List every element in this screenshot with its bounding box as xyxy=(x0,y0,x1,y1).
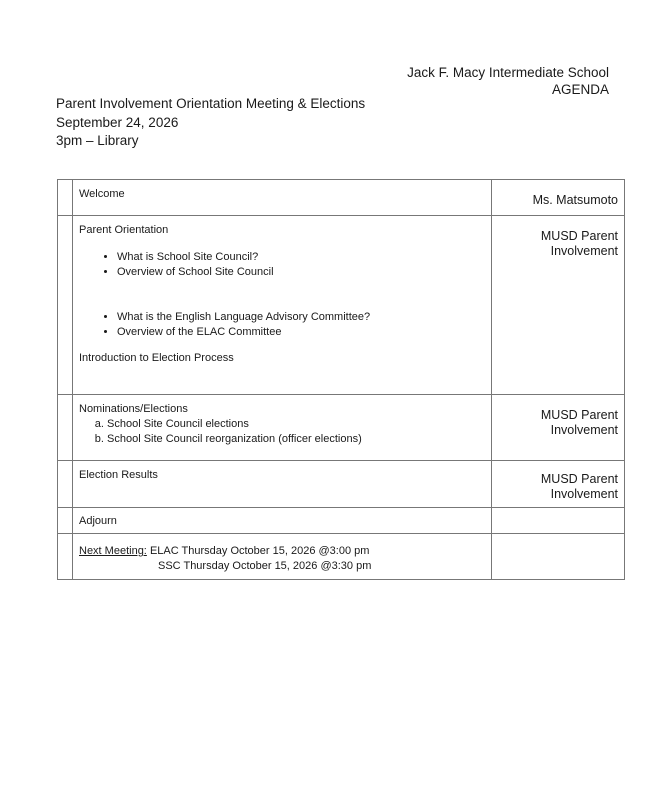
election-intro: Introduction to Election Process xyxy=(79,352,234,364)
list-item: a. School Site Council elections xyxy=(107,417,485,432)
next-meeting-ssc: SSC Thursday October 15, 2026 @3:30 pm xyxy=(158,560,372,572)
agenda-row-welcome xyxy=(58,180,625,216)
presenter-line: MUSD Parent xyxy=(540,472,618,486)
document-type: AGENDA xyxy=(551,82,609,97)
list-item: • Overview of School Site Council xyxy=(117,265,485,280)
item-label: Parent Orientation xyxy=(79,224,169,236)
margin-cell xyxy=(58,508,73,534)
margin-cell xyxy=(58,395,73,461)
ssc-bullet-list xyxy=(79,250,485,280)
item-presenter: Ms. Matsumoto xyxy=(532,193,618,207)
item-label: Welcome xyxy=(79,188,125,200)
presenter-line: MUSD Parent xyxy=(540,229,618,243)
margin-cell xyxy=(58,534,73,580)
meeting-date: September 24, 2026 xyxy=(56,114,179,130)
meeting-title: Parent Involvement Orientation Meeting & Elections xyxy=(56,96,366,111)
agenda-row-adjourn xyxy=(58,508,625,534)
presenter-line: Involvement xyxy=(550,487,618,501)
item-label: Adjourn xyxy=(79,515,117,527)
item-presenter xyxy=(492,395,618,438)
item-label: Nominations/Elections xyxy=(79,403,188,415)
agenda-table xyxy=(57,179,625,580)
next-meeting-block xyxy=(79,534,485,574)
item-presenter xyxy=(492,216,618,259)
margin-cell xyxy=(58,180,73,216)
list-item: • Overview of the ELAC Committee xyxy=(117,325,485,340)
list-item: • What is School Site Council? xyxy=(117,250,485,265)
margin-cell xyxy=(58,461,73,508)
item-label: Election Results xyxy=(79,469,158,481)
agenda-row-nominations xyxy=(58,395,625,461)
nominations-list xyxy=(79,417,485,447)
presenter-line: MUSD Parent xyxy=(540,408,618,422)
elac-bullet-list xyxy=(79,310,485,340)
meeting-time-location: 3pm – Library xyxy=(56,133,139,148)
item-presenter xyxy=(492,461,618,502)
next-meeting-elac: ELAC Thursday October 15, 2026 @3:00 pm xyxy=(149,545,370,557)
margin-cell xyxy=(58,216,73,395)
school-name: Jack F. Macy Intermediate School xyxy=(407,65,609,80)
presenter-line: Involvement xyxy=(550,423,618,437)
next-meeting-label: Next Meeting: xyxy=(79,545,147,557)
agenda-row-orientation xyxy=(58,216,625,395)
empty-presenter-cell xyxy=(492,534,625,580)
school-header xyxy=(407,64,609,98)
list-item: b. School Site Council reorganization (officer elections) xyxy=(107,432,485,447)
list-item: • What is the English Language Advisory Committee? xyxy=(117,310,485,325)
agenda-row-next-meeting xyxy=(58,534,625,580)
presenter-line: Involvement xyxy=(550,244,618,258)
empty-presenter-cell xyxy=(492,508,625,534)
agenda-row-results xyxy=(58,461,625,508)
meeting-info xyxy=(56,95,365,151)
